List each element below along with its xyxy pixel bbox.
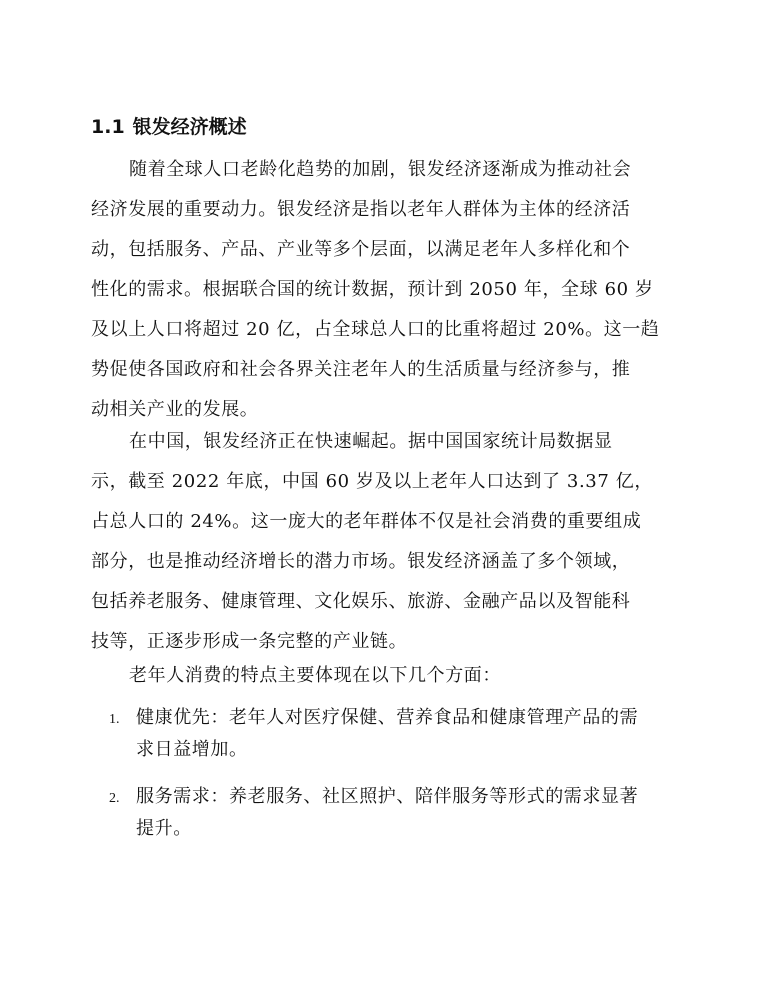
paragraph-2-line-2: 示，截至 2022 年底，中国 60 岁及以上老年人口达到了 3.37 亿， — [91, 471, 653, 492]
list-item-1-line-1: 健康优先：老年人对医疗保健、营养食品和健康管理产品的需 — [136, 707, 639, 728]
paragraph-1-line-2: 经济发展的重要动力。银发经济是指以老年人群体为主体的经济活 — [91, 199, 631, 220]
paragraph-1-line-3: 动，包括服务、产品、产业等多个层面，以满足老年人多样化和个 — [91, 239, 631, 260]
list-item-1-line-2: 求日益增加。 — [136, 739, 248, 760]
paragraph-2-line-6: 技等，正逐步形成一条完整的产业链。 — [91, 631, 408, 652]
paragraph-1-line-5: 及以上人口将超过 20 亿，占全球总人口的比重将超过 20%。这一趋 — [91, 319, 660, 340]
paragraph-3-line-1: 老年人消费的特点主要体现在以下几个方面： — [129, 665, 501, 686]
section-heading — [91, 113, 247, 141]
list-item-1-number: 1. — [109, 712, 120, 727]
list-item-2-number: 2. — [109, 791, 120, 806]
paragraph-2-line-3: 占总人口的 24%。这一庞大的老年群体不仅是社会消费的重要组成 — [91, 511, 642, 532]
list-item-2-line-2: 提升。 — [136, 818, 192, 839]
paragraph-1-line-4: 性化的需求。根据联合国的统计数据，预计到 2050 年，全球 60 岁 — [91, 279, 654, 300]
section-number: 1.1 — [91, 116, 125, 138]
paragraph-2-line-5: 包括养老服务、健康管理、文化娱乐、旅游、金融产品以及智能科 — [91, 591, 631, 612]
paragraph-1-line-7: 动相关产业的发展。 — [91, 399, 259, 420]
paragraph-2-line-1: 在中国，银发经济正在快速崛起。据中国国家统计局数据显 — [129, 431, 613, 452]
list-item-2-line-1: 服务需求：养老服务、社区照护、陪伴服务等形式的需求显著 — [136, 786, 639, 807]
section-title: 银发经济概述 — [132, 116, 247, 138]
paragraph-2-line-4: 部分，也是推动经济增长的潜力市场。银发经济涵盖了多个领域， — [91, 551, 631, 572]
paragraph-1-line-1: 随着全球人口老龄化趋势的加剧，银发经济逐渐成为推动社会 — [129, 159, 632, 180]
paragraph-1-line-6: 势促使各国政府和社会各界关注老年人的生活质量与经济参与，推 — [91, 359, 631, 380]
